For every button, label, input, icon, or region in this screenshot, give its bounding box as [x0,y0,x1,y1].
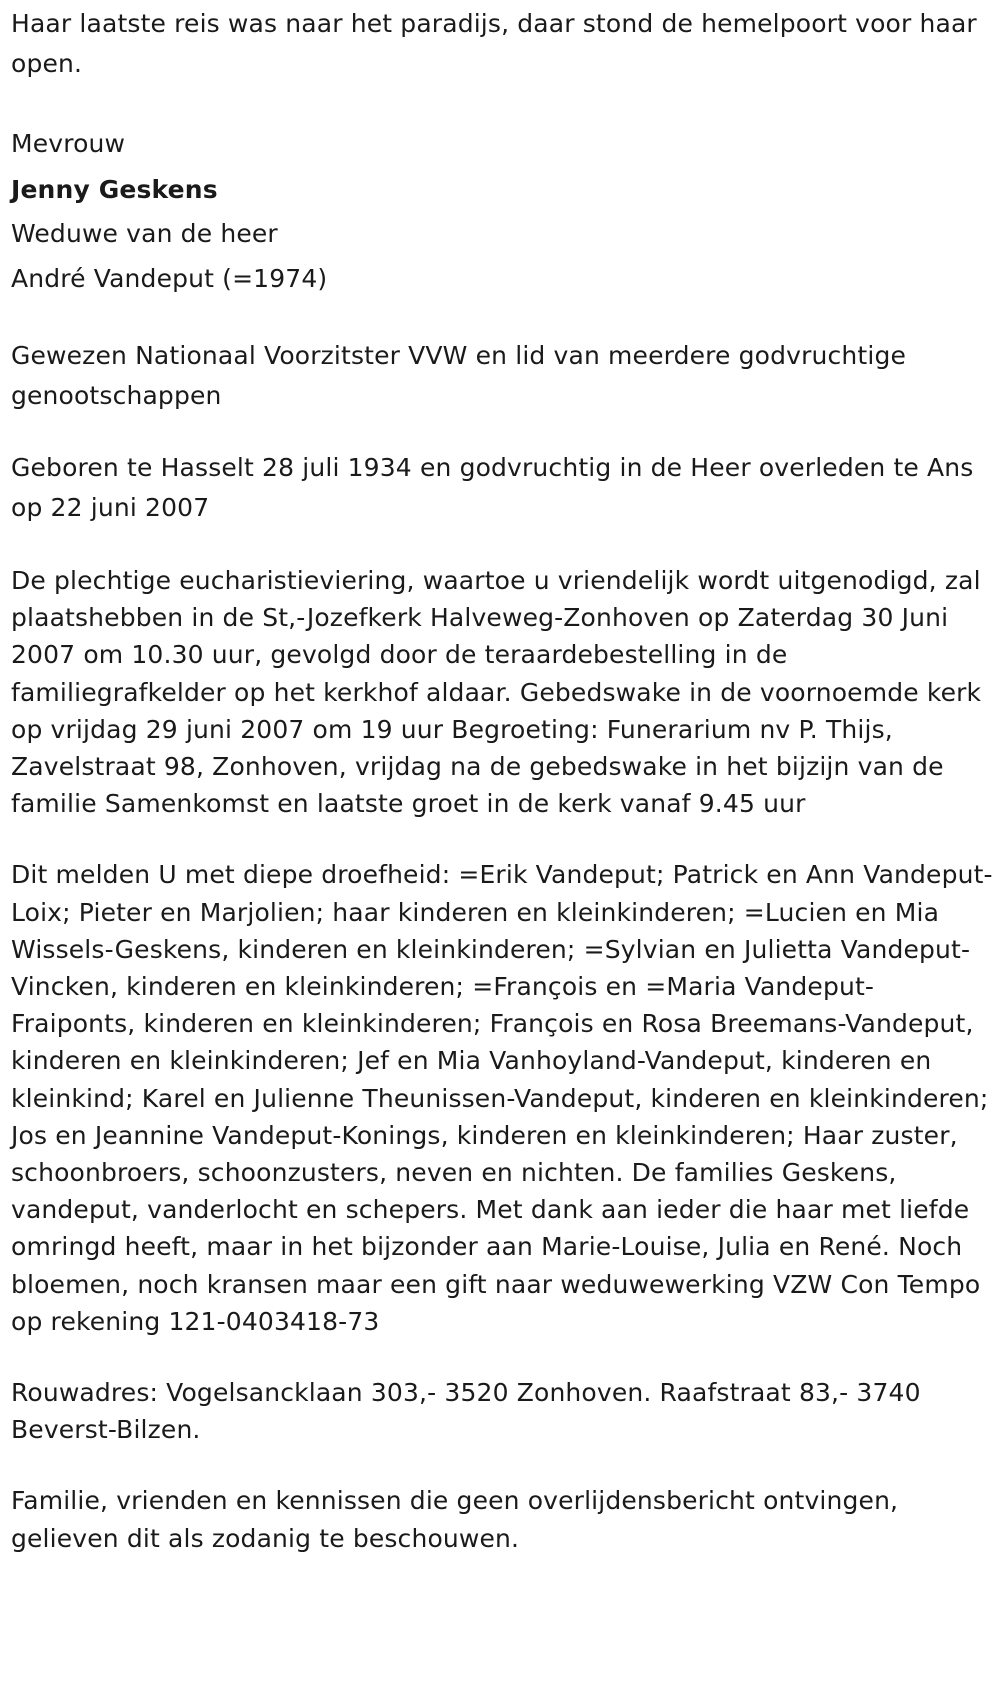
birth-death-info: Geboren te Hasselt 28 juli 1934 en godvruchtig in de Heer overleden te Ans op 22 juni 2007 [11,453,974,522]
widow-line: Weduwe van de heer [11,219,278,248]
ceremony-details: De plechtige eucharistieviering, waartoe u vriendelijk wordt uitgenodigd, zal plaatshebben in de St,-Jozefkerk Halveweg-Zonhoven op Zaterdag 30 Juni 2007 om 10.30 uur, gevolgd door de teraardebestelling in de familiegrafkelder op het kerkhof aldaar. Gebedswake in de voornoemde kerk op vrijdag 29 juni 2007 om 19 uur Begroeting: Funerarium nv P. Thijs, Zavelstraat 98, Zonhoven, vrijdag na de gebedswake in het bijzijn van de familie Samenkomst en laatste groet in de kerk vanaf 9.45 uur [11,566,982,819]
family-announcement: Dit melden U met diepe droefheid: =Erik Vandeput; Patrick en Ann Vandeput-Loix; Pieter en Marjolien; haar kinderen en kleinkinderen; =Lucien en Mia Wissels-Geskens, kinderen en kleinkinderen; =Sylvian en Julietta Vandeput-Vincken, kinderen en kleinkinderen; =François en =Maria Vandeput-Fraiponts, kinderen en kleinkinderen; François en Rosa Breemans-Vandeput, kinderen en kleinkinderen; Jef en Mia Vanhoyland-Vandeput, kinderen en kleinkind; Karel en Julienne Theunissen-Vandeput, kinderen en kleinkinderen; Jos en Jeannine Vandeput-Konings, kinderen en kleinkinderen; Haar zuster, schoonbroers, schoonzusters, neven en nichten. De families Geskens, vandeput, vanderlocht en schepers. Met dank aan ieder die haar met liefde omringd heeft, maar in het bijzonder aan Marie-Louise, Julia en René. Noch bloemen, noch kransen maar een gift naar weduwewerking VZW Con Tempo op rekening 121-0403418-73 [11,860,993,1336]
deceased-name: Jenny Geskens [11,175,218,204]
spouse-name: André Vandeput (=1974) [11,264,328,293]
obituary-document [11,4,996,1557]
role-description: Gewezen Nationaal Voorzitster VVW en lid van meerdere godvruchtige genootschappen [11,341,907,410]
closing-note: Familie, vrienden en kennissen die geen overlijdensbericht ontvingen, gelieven dit als zodanig te beschouwen. [11,1486,899,1553]
salutation: Mevrouw [11,129,126,158]
mourning-address: Rouwadres: Vogelsancklaan 303,- 3520 Zonhoven. Raafstraat 83,- 3740 Beverst-Bilzen. [11,1378,921,1445]
deceased-block [11,124,996,302]
opening-verse: Haar laatste reis was naar het paradijs, daar stond de hemelpoort voor haar open. [11,9,977,78]
